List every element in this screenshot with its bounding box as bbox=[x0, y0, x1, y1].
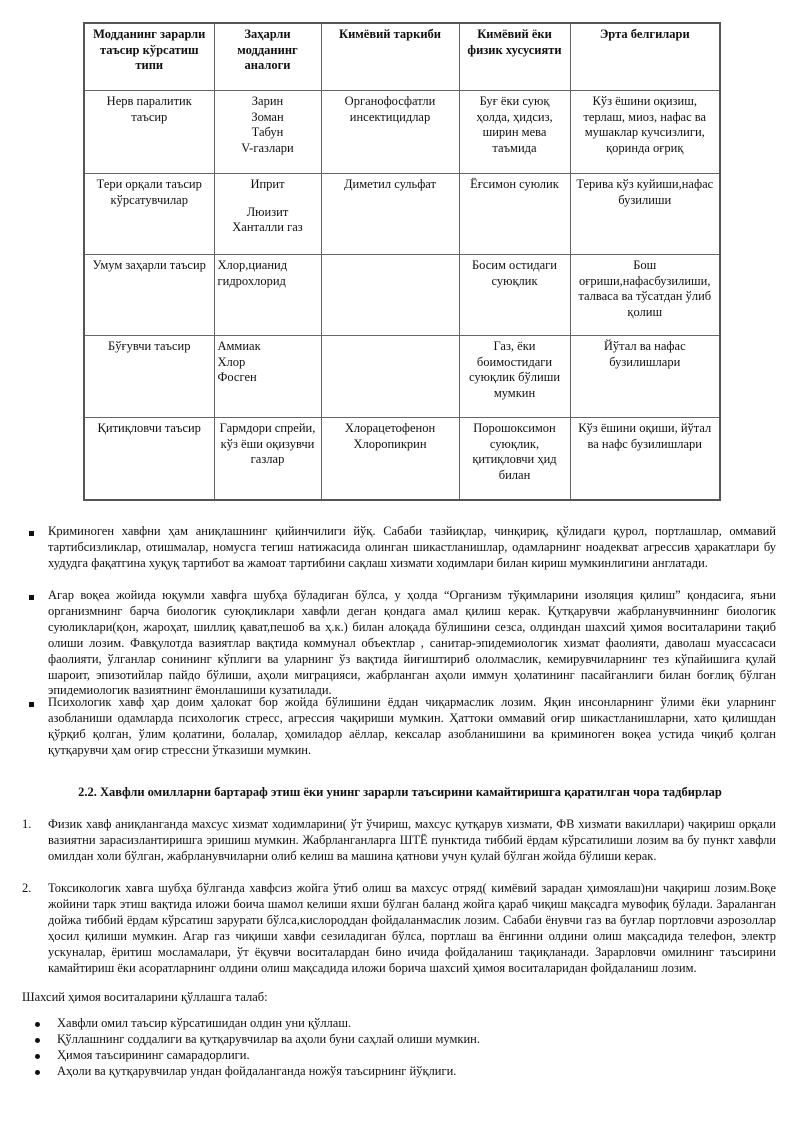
bullet-paragraph: Криминоген хавфни ҳам аниқлашнинг қийинчилиги йўқ. Сабаби тазйиқлар, чинқириқ, қўлидаги қурол, портлашлар, оммавий тартибсизликлар, отишмалар, номусга тегиш натижасида олинган шикастланишлар, одамларнинг ноадекват агрессив ҳаракатлари бу худудга фақатгина хуқуқ тартибот ва жамоат тартибини сақлаш хизмати ходимлари билан кириш мумкинлигини англатади. bbox=[48, 524, 776, 570]
square-bullet-icon bbox=[29, 531, 34, 536]
table-header-cell: Кимёвий ёки физик хусусияти bbox=[459, 23, 570, 91]
table-cell bbox=[214, 255, 321, 336]
table-cell bbox=[214, 174, 321, 255]
table-cell: Бўғувчи таъсир bbox=[84, 336, 214, 418]
table-cell: Кўз ёшини оқиши, йўтал ва нафс бузилишлари bbox=[570, 418, 720, 501]
ppe-list-item: Хавфли омил таъсир кўрсатишидан олдин уни қўллаш. bbox=[57, 1016, 352, 1030]
ppe-list-item: Ҳимоя таъсирининг самарадорлиги. bbox=[57, 1048, 250, 1062]
round-bullet-icon bbox=[35, 1038, 40, 1043]
table-cell: Газ, ёки боимостидаги суюқлик бўлиши мумкин bbox=[459, 336, 570, 418]
ppe-intro: Шахсий ҳимоя воситаларини қўллашга талаб: bbox=[22, 990, 268, 1004]
analog-line: Зоман bbox=[251, 109, 284, 124]
table-header-cell: Модданинг зарарли таъсир кўрсатиш типи bbox=[84, 23, 214, 91]
analog-line: Фосген bbox=[217, 370, 257, 384]
table-row bbox=[84, 336, 720, 418]
bullet-paragraph: Психологик хавф ҳар доим ҳалокат бор жойда бўлишини ёддан чиқармаслик лозим. Яқин инсонларнинг ўлими ёки уларнинг азобланиши одамларда психологик стресс, агрессия чақириши мумкин. Ҳаттоки оммавий оғир шикастланишларни, хато қилишдан қўрқиб қолган, ўлим қолатини, болалар, ҳомиладор аёллар, кексалар азобланишини ва криминоген воқеа устида чиқиб қолган қутқарувчи ҳам оғир стрессни ўтказиши мумкин. bbox=[48, 695, 776, 757]
table-cell: Нерв паралитик таъсир bbox=[84, 91, 214, 174]
round-bullet-icon bbox=[35, 1054, 40, 1059]
table-header-cell: Эрта белгилари bbox=[570, 23, 720, 91]
ppe-list-item: Аҳоли ва қутқарувчилар ундан фойдаланганда ножўя таъсирнинг йўқлиги. bbox=[57, 1064, 457, 1078]
table-cell bbox=[321, 255, 459, 336]
list-number: 2. bbox=[22, 881, 32, 895]
list-number: 1. bbox=[22, 817, 32, 831]
table-header-row bbox=[84, 23, 720, 91]
analog-line: V-газлари bbox=[241, 140, 294, 155]
table-row bbox=[84, 418, 720, 501]
analog-line: Хлор bbox=[217, 354, 246, 369]
table-cell: Умум заҳарли таъсир bbox=[84, 255, 214, 336]
table-row bbox=[84, 255, 720, 336]
bullet-paragraph: Агар воқеа жойида юқумли хавфга шубҳа бўладиган бўлса, у ҳолда “Организм тўқимларини изоляция қилиш” қондасига, яъни организмнинг барча биологик суюқликлари хавфли деган қондага амал қилиш керак. Қутқарувчи жабрланувчиннинг биологик суюликлари(қон, жароҳат, шиллиқ қават,пешоб ва ҳ.к.) билан алоқада бўлишини сезса, олдиндан шахсий ҳимоя воситаларини тақиб олиши лозим. Фавқулотда вазиятлар вақтида коммунал объектлар , санитар-эпидемиологик хизмат фаолияти, даволаш муассасаси фаолияти, ўлганлар сонининг кўплиги ва уларнинг ўз вақтида йиғиштириб ололмаслик, кемирувчиларнинг тез кўпайишига қулай шароит, эпизотийлар пайдо бўлиши, аҳоли миграцияси, жабрланган аҳоли иммун ҳолатининг пасайганлиги билан боғлиқ бўлган эпидемиологик вазиятнинг ёмонлашиши кузатилади. bbox=[48, 588, 776, 698]
table-cell: Гармдори спрейи, кўз ёши оқизувчи газлар bbox=[214, 418, 321, 501]
table-header-cell: Кимёвий таркиби bbox=[321, 23, 459, 91]
toxic-substances-table bbox=[83, 22, 721, 501]
round-bullet-icon bbox=[35, 1070, 40, 1075]
table-cell bbox=[321, 336, 459, 418]
table-cell: Йўтал ва нафас бузилишлари bbox=[570, 336, 720, 418]
analog-line: Люизит bbox=[246, 204, 289, 219]
table-cell: Органофосфатли инсектицидлар bbox=[321, 91, 459, 174]
table-row bbox=[84, 91, 720, 174]
ppe-list-item: Қўллашнинг соддалиги ва қутқарувчилар ва аҳоли буни саҳлай олиши мумкин. bbox=[57, 1032, 480, 1046]
analog-line: Аммиак bbox=[217, 339, 261, 353]
table-header-cell: Заҳарли модданинг аналоги bbox=[214, 23, 321, 91]
analog-line: Зарин bbox=[251, 94, 284, 108]
section-heading: 2.2. Хавфли омилларни бартараф этиш ёки унинг зарарли таъсирини камайтиришга қаратилган чора тадбирлар bbox=[78, 785, 722, 799]
analog-line: Ханталли газ bbox=[232, 220, 303, 234]
table-row bbox=[84, 174, 720, 255]
table-cell: Кўз ёшини оқизиш, терлаш, миоз, нафас ва мушаклар кучсизлиги, қоринда оғриқ bbox=[570, 91, 720, 174]
numbered-paragraph: Физик хавф аниқланганда махсус хизмат ходимларини( ўт ўчириш, махсус қутқарув хизмати, ФВ хизмати вакиллари) чақириш орқали вазиятни зарасизлантиришга эришиш мумкин. Жабрланганларга ШТЁ пунктида тиббий ёрдам кўрсатилиши лозим ва бу пункт хавфли омилдан холи бўлган, жабрланувчиларни олиб келиш ва машина қатнови учун қулай бўлган жойда бўлиши керак. bbox=[48, 817, 776, 863]
analog-line: Хлор,цианид bbox=[217, 258, 288, 272]
table-cell: Тери орқали таъсир кўрсатувчилар bbox=[84, 174, 214, 255]
table-cell: Хлорацетофенон Хлоропикрин bbox=[321, 418, 459, 501]
analog-line: Иприт bbox=[250, 177, 285, 191]
table-cell: Бош оғриши,нафасбузилиши, талваса ва тўсатдан ўлиб қолиш bbox=[570, 255, 720, 336]
numbered-paragraph: Токсикологик хавга шубҳа бўлганда хавфсиз жойга ўтиб олиш ва махсус отряд( кимёвий зарадан ҳимоялаш)ни чақириш лозим.Воқе жойини тарк этиш вақтида иложи боича шамол келиши яхши бўлган баланд жойга қараб чиқиш мақсадга мувофиқ бўлади. Зараланган дойжа тиббий ёрдам кўрсатиш зарурати бўлса,кислороддан фойдаланмаслик лозим. Сабаби ёнувчи газ ва буғлар портловчи аэрозоллар ҳосил қилиши мумкин. Агар газ чиқиши хавфи сезиладиган бўлса, портлаш ва ёнгинни олдини олиш мақсадида телефон, электр ускуналар, ёритиш мосламалари, ўт ёқувчи воситалардан бино ичида фойдаланиш тақиқланади. Зарарловчи омилнинг таъсирини камайтириш ёки асоратларнинг олдини олиш мақсадида иложи борича шахсий ҳимоя воситаларидан фойдаланиш лозим. bbox=[48, 881, 776, 975]
analog-line: гидрохлорид bbox=[217, 273, 286, 288]
table-cell: Порошоксимон суюқлик, қитиқловчи ҳид билан bbox=[459, 418, 570, 501]
round-bullet-icon bbox=[35, 1022, 40, 1027]
table-cell: Қитиқловчи таъсир bbox=[84, 418, 214, 501]
table-cell bbox=[214, 91, 321, 174]
table-cell: Диметил сульфат bbox=[321, 174, 459, 255]
square-bullet-icon bbox=[29, 702, 34, 707]
table-cell: Ёғсимон суюлик bbox=[459, 174, 570, 255]
table-cell bbox=[214, 336, 321, 418]
analog-line: Табун bbox=[251, 125, 284, 139]
table-cell: Босим остидаги суюқлик bbox=[459, 255, 570, 336]
table-cell: Терива кўз куйиши,нафас бузилиши bbox=[570, 174, 720, 255]
table-cell: Буғ ёки суюқ ҳолда, ҳидсиз, ширин мева таъмида bbox=[459, 91, 570, 174]
square-bullet-icon bbox=[29, 595, 34, 600]
